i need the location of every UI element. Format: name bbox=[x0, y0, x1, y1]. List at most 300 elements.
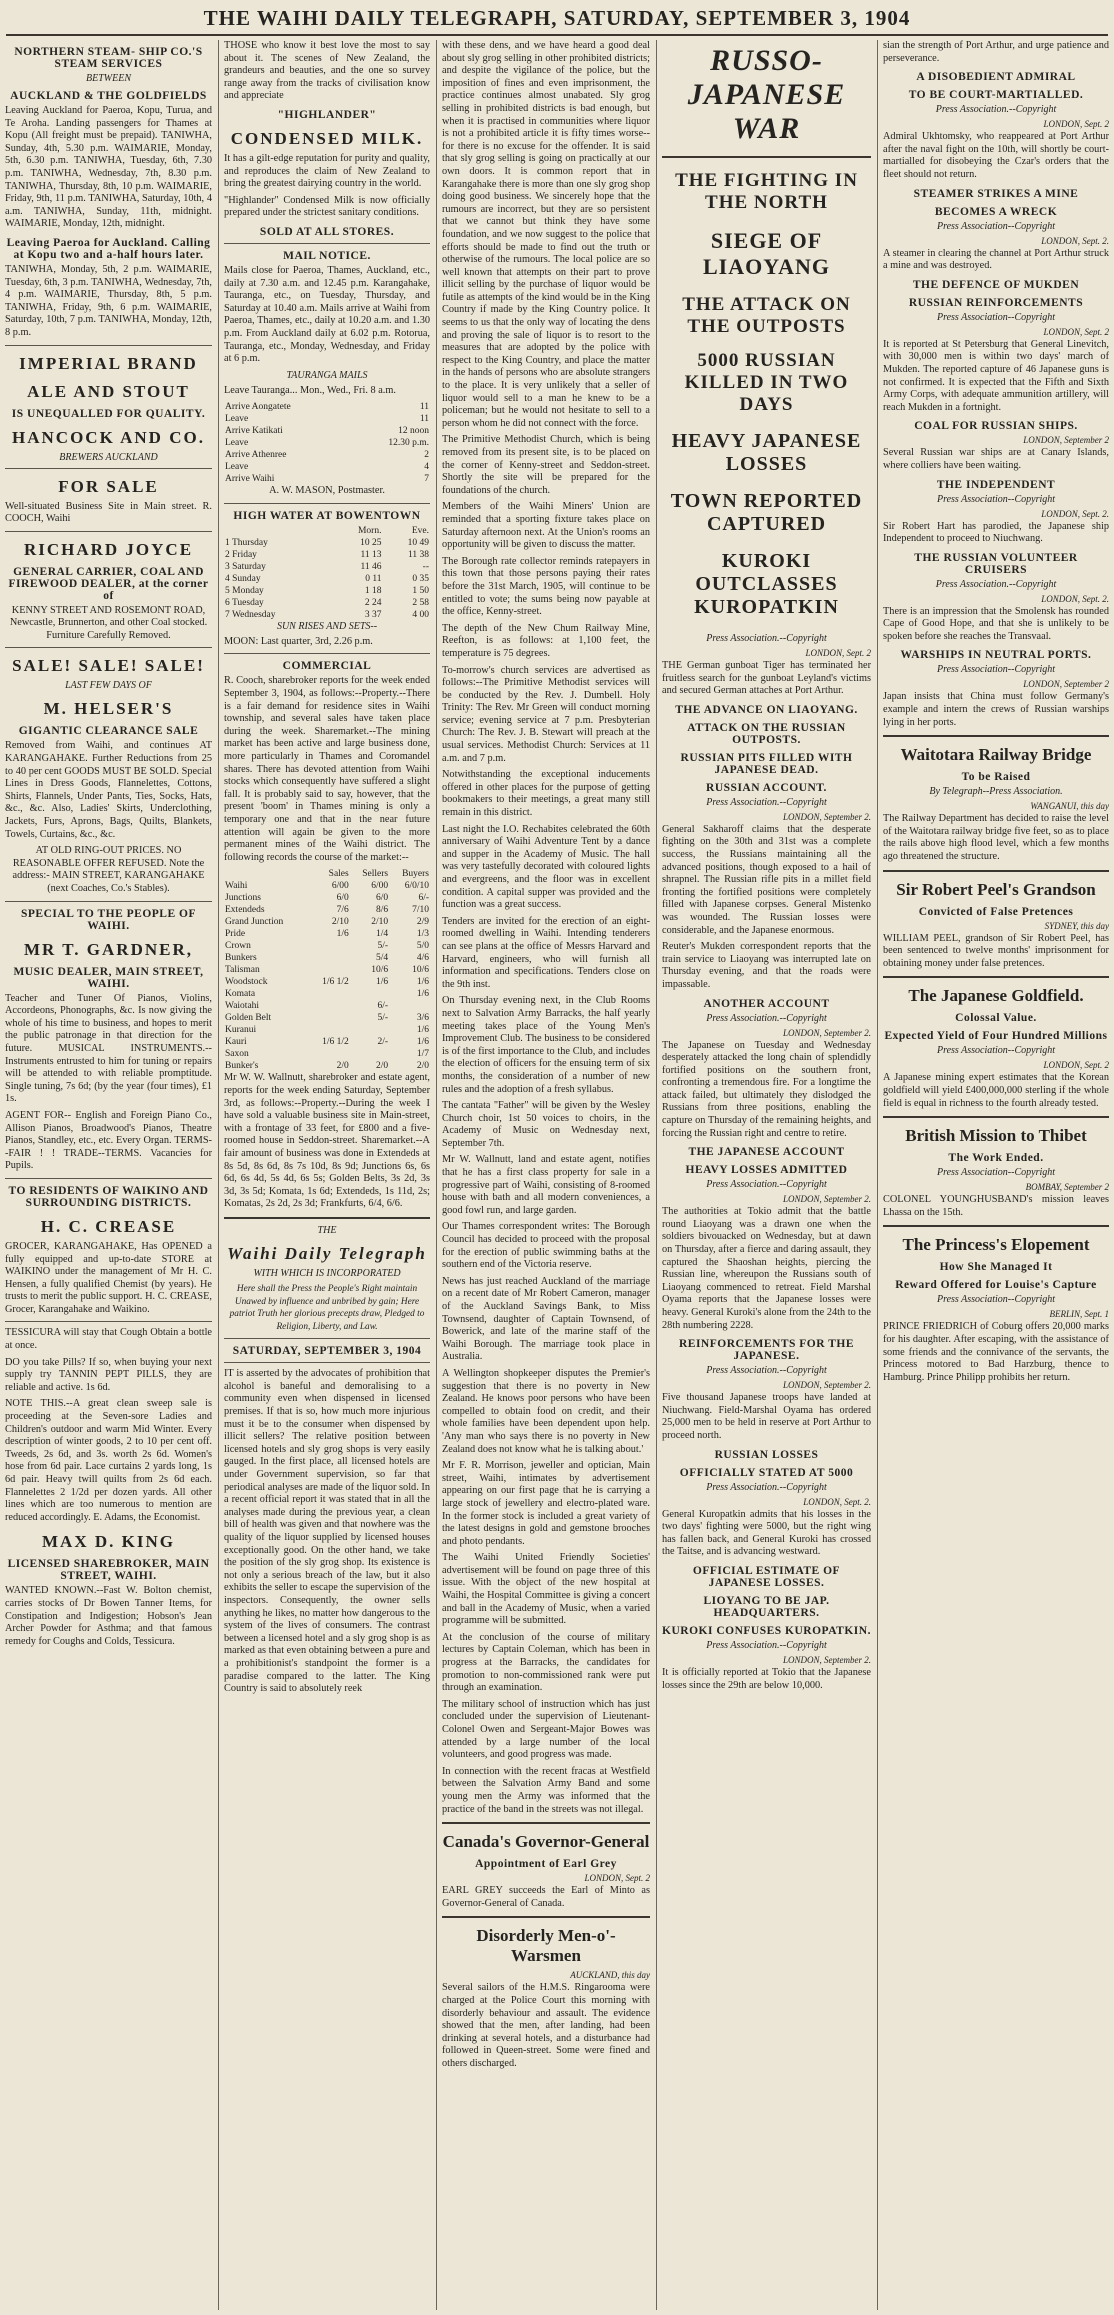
table-cell bbox=[309, 964, 350, 976]
account-text: General Sakharoff claims that the desperate fighting on the 30th and 31st was a complete success, the Russians maintaining all the advanced positions, though exposed to a hail of shrapnel. The Russian rifle pits in a millet field fronting the fortified positions were completely filled with Japanese corpses. General Mistenko was wounded. The Russian losses were considerable, and the Japanese enormous. bbox=[662, 823, 871, 936]
reinforce-text: Five thousand Japanese troops have landed at Niuchwang. Field-Marshal Oyama has ordered 25,000 men to be held in reserve at Port Arthur to proceed north. bbox=[662, 1392, 871, 1441]
table-cell: 2/- bbox=[377, 1037, 389, 1048]
railway-heading: Waitotara Railway Bridge bbox=[900, 745, 1092, 765]
table-cell: 7/6 bbox=[336, 905, 349, 916]
gardner-text: Teacher and Tuner Of Pianos, Violins, Accordeons, Phonographs, &c. Is now giving the whole of his time to business, and hopes to merit the public patronage in that direction for the future. MUSICAL INSTRUMENTS.--Instruments entrusted to him for tuning or repairs will be attended to with reliable promptitude. Single tuning, 7s 6d; (by the year (four times), £1 1s. bbox=[5, 992, 212, 1105]
table-cell: Extendeds bbox=[225, 905, 265, 916]
paper-motto: Here shall the Press the People's Right maintain Unawed by influence and unbribed by gain; Here patriot Truth her glorious precepts draw, Pledged to Religion, Liberty, and Law. bbox=[229, 1283, 425, 1332]
gold-sub: Colossal Value. bbox=[955, 1012, 1037, 1025]
table-row: Arrive Athenree 2 bbox=[225, 450, 429, 461]
press-assoc: Press Association.--Copyright bbox=[706, 796, 827, 808]
tenders-text: Tenders are invited for the erection of an eight-roomed dwelling in Waihi. Intending tenderers can see plans at the office of Messrs Harvard and Harvard, engineers, who will furnish all information and specifications. Tenders close on the 9th inst. bbox=[442, 915, 650, 990]
princess-text: PRINCE FRIEDRICH of Coburg offers 20,000 marks for his daughter. After escaping, with the assistance of some friends and the connivance of the servants, the Princess motored to Bad Harzburg, thence to Hamburg. Prince Philipp prohibits her return. bbox=[883, 1321, 1109, 1383]
depth-text: The depth of the New Chum Railway Mine, Reefton, is as follows: at 1,100 feet, the temperature is 75 degrees. bbox=[442, 622, 650, 659]
governor-text: EARL GREY succeeds the Earl of Minto as Governor-General of Canada. bbox=[442, 1885, 650, 1909]
table-row bbox=[224, 916, 430, 928]
table-cell: 10/6 bbox=[371, 965, 389, 976]
table-cell: 2/9 bbox=[416, 917, 429, 928]
table-cell bbox=[224, 868, 309, 880]
reinforcements-heading: REINFORCEMENTS FOR THE JAPANESE. bbox=[678, 1338, 854, 1363]
table-cell: Crown bbox=[225, 941, 251, 952]
table-cell: 6/0 bbox=[336, 893, 349, 904]
warships-heading: WARSHIPS IN NEUTRAL PORTS. bbox=[900, 649, 1092, 662]
table-cell: 6/0/10 bbox=[404, 881, 429, 892]
table-cell: Bunkers bbox=[225, 953, 257, 964]
princess-sub2: Reward Offered for Louise's Capture bbox=[895, 1279, 1097, 1292]
another-heading: ANOTHER ACCOUNT bbox=[703, 997, 830, 1010]
table-cell: 5/0 bbox=[416, 941, 429, 952]
russian-account-heading: RUSSIAN ACCOUNT. bbox=[706, 781, 827, 794]
helser-foot: AT OLD RING-OUT PRICES. NO REASONABLE OFFER REFUSED. Note the address:- MAIN STREET, KARANGAHAKE (next Coaches, Co.'s Stables). bbox=[12, 845, 205, 894]
table-cell bbox=[389, 1000, 430, 1012]
water-heading: HIGH WATER AT BOWENTOWN bbox=[233, 509, 421, 522]
divider bbox=[224, 1362, 430, 1363]
table-cell bbox=[309, 940, 350, 952]
column-3 bbox=[437, 40, 655, 2310]
gold-text: A Japanese mining expert estimates that the Korean goldfield will yield £400,000,000 sterling if the whole field is equal in richness to the fourth already tested. bbox=[883, 1072, 1109, 1109]
table-row bbox=[224, 928, 430, 940]
press-assoc: Press Association.--Copyright bbox=[706, 1012, 827, 1024]
table-cell bbox=[309, 1048, 350, 1060]
ale-text: IS UNEQUALLED FOR QUALITY. bbox=[11, 407, 206, 420]
hancock-sub: BREWERS AUCKLAND bbox=[59, 451, 158, 463]
masthead-title: THE WAIHI DAILY TELEGRAPH, SATURDAY, SEPTEMBER 3, 1904 bbox=[203, 6, 911, 30]
sale-sub: LAST FEW DAYS OF bbox=[65, 680, 152, 692]
tibet-sub: The Work Ended. bbox=[948, 1152, 1044, 1165]
divider bbox=[883, 1225, 1109, 1227]
table-cell: 8/6 bbox=[375, 905, 389, 916]
table-cell: 1/4 bbox=[375, 929, 389, 940]
crease-text: GROCER, KARANGAHAKE, Has OPENED a fully equipped and up-to-date STORE at WAIKINO under the management of Mr H. C. Hensen, a fully qualified Chemist (by years). He trusts to merit the public support. H. C. CREASE, Grocer, Karangahake and Waikino. bbox=[5, 1240, 212, 1315]
press-assoc: Press Association.--Copyright bbox=[706, 1179, 827, 1191]
mail-text: Mails close for Paeroa, Thames, Auckland, etc., daily at 7.30 a.m. and 12.45 p.m. Karangahake, Tauranga, etc., on Tuesday, Thursday, and Saturday at 10.40 a.m. Mails arrive at Waihi from Paeroa, Thames, etc., daily at 10.20 a.m. and 1.30 p.m. From Auckland daily at 6.02 p.m. Rotorua, Tauranga, etc., Monday, Wednesday, and Friday at 6 p.m. bbox=[224, 264, 430, 365]
railway-date: By Telegraph--Press Association. bbox=[929, 786, 1063, 798]
table-cell: 6/- bbox=[377, 1001, 389, 1012]
thames-text: Our Thames correspondent writes: The Borough Council has decided to proceed with the proposal for the erection of public swimming baths at the southern end of the Victoria reserve. bbox=[442, 1221, 650, 1271]
governor-date: LONDON, Sept. 2 bbox=[584, 1873, 650, 1884]
war-deck-killed: 5000 RUSSIAN KILLED IN TWO DAYS bbox=[684, 350, 849, 415]
war-deck-captured: TOWN REPORTED CAPTURED bbox=[670, 490, 863, 535]
divider bbox=[224, 243, 430, 244]
steamship-route: AUCKLAND & THE GOLDFIELDS bbox=[10, 90, 207, 102]
table-row: 3 Saturday 11 46 -- bbox=[225, 561, 429, 572]
war-deck-kuroki: KUROKI OUTCLASSES KUROPATKIN bbox=[694, 550, 839, 618]
morrison-text: Mr F. R. Morrison, jeweller and optician, Main street, Waihi, intimates by advertisement appearing on our first page that he is carrying a large stock of jewellery and electro-plated ware. In the former stock is included a great variety of the latest designs in gold and gemstone brooches and photo pendants. bbox=[442, 1460, 650, 1547]
table-cell: 3/6 bbox=[416, 1013, 429, 1024]
table-row: 7 Wednesday 3 37 4 00 bbox=[225, 609, 429, 620]
table-row bbox=[224, 1012, 430, 1024]
divider bbox=[883, 870, 1109, 872]
table-row bbox=[224, 976, 430, 988]
table-cell: Kuranui bbox=[225, 1025, 257, 1036]
condensed-heading: CONDENSED MILK. bbox=[230, 128, 424, 148]
press-assoc: Press Association--Copyright bbox=[936, 1294, 1056, 1306]
gunboat-text: THE German gunboat Tiger has terminated her fruitless search for the gunboat Leyland's victims and secured German attaches at Port Arthur. bbox=[662, 660, 871, 697]
table-cell: Waiotahi bbox=[225, 1001, 260, 1012]
table-row: 5 Monday 1 18 1 50 bbox=[225, 585, 429, 596]
date-line: SATURDAY, SEPTEMBER 3, 1904 bbox=[232, 1345, 422, 1358]
admiral-text: Admiral Ukhtomsky, who reappeared at Port Arthur after the naval fight on the 10th, will shortly be court-martialled for disobeying the Czar's orders that the fleet should not return. bbox=[883, 131, 1109, 180]
wreck-heading: BECOMES A WRECK bbox=[934, 205, 1058, 218]
table-row bbox=[224, 892, 430, 904]
steamship-schedule: Leaving Auckland for Paeroa, Kopu, Turua, and Te Aroha. Landing passengers for Thames at Kopu (All freight must be prepaid). TANIWHA, Sunday, 4th, 5.30 p.m. WAIMARIE, Monday, 5th, 6.30 p.m. TANIWHA, Tuesday, 6th, 7.30 p.m. TANIWHA, Wednesday, 7th, 8.30 p.m. TANIWHA, Thursday, 8th, 10 p.m. WAIMARIE, Friday, 9th, 11 p.m. TANIWHA, Saturday, 10th, 4 a.m. TANIWHA, Sunday, 11th, midnight. WAIMARIE, Monday, 12th, midnight. bbox=[5, 105, 212, 230]
table-cell: 1/6 bbox=[416, 977, 429, 988]
divider bbox=[224, 503, 430, 504]
officially-heading: OFFICIALLY STATED AT 5000 bbox=[679, 1466, 854, 1479]
kuroki-text: It is officially reported at Tokio that the Japanese losses since the 29th are below 10,000. bbox=[662, 1666, 871, 1691]
stores-text: SOLD AT ALL STORES. bbox=[259, 225, 395, 238]
divider bbox=[5, 901, 212, 902]
press-assoc: Press Association--Copyright bbox=[936, 311, 1056, 323]
table-cell bbox=[350, 988, 389, 1000]
table-row: Arrive Katikati 12 noon bbox=[225, 426, 429, 437]
wallnutt-text: Mr W. Wallnutt, land and estate agent, notifies that he has a first class property for sale in a progressive part of Waihi, consisting of 8-roomed house with bath and all modern conveniences, a good fowl run, and large garden. bbox=[442, 1154, 650, 1216]
gardner-heading: MR T. GARDNER, bbox=[23, 939, 194, 959]
divider bbox=[224, 1217, 430, 1219]
mine-heading: STEAMER STRIKES A MINE bbox=[913, 187, 1079, 200]
military-text: The military school of instruction which has just concluded under the supervision of Lieutenant-Colonel Owen and Sergeant-Major Bowes was attended by a large number of the local volunteers, and good progress was made. bbox=[442, 1698, 650, 1761]
miners-text: Members of the Waihi Miners' Union are reminded that a sporting fixture takes place on Saturday afternoon next. At the Union's rooms an opportunity will be given to discuss the matter. bbox=[442, 501, 650, 551]
press-assoc: Press Association.--Copyright bbox=[706, 1365, 827, 1377]
war-deck-siege: SIEGE OF LIAOYANG bbox=[703, 228, 830, 279]
table-cell: 6/0 bbox=[375, 893, 389, 904]
imperial-heading: IMPERIAL BRAND bbox=[19, 353, 198, 373]
rechabites-text: Last night the I.O. Rechabites celebrated the 60th anniversary of Waihi Adventure Tent by a dance and supper in the Academy of Music. The hall was very tastefully decorated with coloured lights and evergreens, and the floor was in excellent condition. A capital supper was provided and the function was a great success. bbox=[442, 823, 650, 911]
table-row bbox=[224, 964, 430, 976]
table-cell: Waihi bbox=[225, 881, 248, 892]
divider bbox=[5, 468, 212, 469]
table-cell bbox=[309, 1024, 350, 1036]
ale-heading: ALE AND STOUT bbox=[27, 381, 190, 401]
heavy-date: LONDON, September 2. bbox=[783, 1194, 871, 1205]
reinforce-date: LONDON, Sept. 2 bbox=[1043, 326, 1109, 337]
table-cell: 6/00 bbox=[371, 881, 389, 892]
table-cell bbox=[350, 1048, 389, 1060]
table-row bbox=[224, 940, 430, 952]
press-assoc: Press Association.--Copyright bbox=[706, 1481, 827, 1493]
losses-admitted-heading: HEAVY LOSSES ADMITTED bbox=[685, 1164, 848, 1177]
railway-sub: To be Raised bbox=[961, 771, 1031, 784]
table-cell: 10/6 bbox=[412, 965, 429, 976]
table-row: 6 Tuesday 2 24 2 58 bbox=[225, 597, 429, 608]
table-cell: 7/10 bbox=[412, 905, 429, 916]
tessicura-text: TESSICURA will stay that Cough Obtain a bottle at once. bbox=[5, 1327, 212, 1352]
divider bbox=[883, 976, 1109, 978]
table-cell bbox=[309, 988, 350, 1000]
editorial-text: IT is asserted by the advocates of prohibition that alcohol is baneful and demoralising to a community even when dispensed in licensed premises. If that is so, how much more injurious must it be to the consumer when dispensed by illicit sellers? The relative position between licensed hotels and sly grog shops is very easily gauged. In the first place, all licensed hotels are under Government supervision, so far that periodical analyses are made of the liquor sold. In a recent official report it was stated that in all the analyses made during the previous year, a clean bill of health was given and that nowhere was the quality of the liquor supplied by licensed houses exceptionally good. On the other hand, we take the position of the sly grog shop. Its existence is not only a serious breach of the law, but it also exhibits the seller to escape the supervision of the inspectors. Consequently, the owner sells anything he likes, no matter how dangerous to the system of the lives of consumers. The contrast between a licensed hotel and a sly grog shop is as marked as that even obtaining between a pure and a prohibitionist's standpoint the former is a paradise compared to the latter. The King Country is said to absolutely reek bbox=[224, 1368, 430, 1695]
special-heading: SPECIAL TO THE PEOPLE OF WAIHI. bbox=[21, 907, 196, 932]
table-cell: Buyers bbox=[402, 869, 429, 880]
table-cell: 1/6 bbox=[416, 989, 429, 1000]
press-assoc: Press Association--Copyright bbox=[936, 1167, 1056, 1179]
estimate-heading: OFFICIAL ESTIMATE OF JAPANESE LOSSES. bbox=[692, 1564, 841, 1589]
peel-heading: Sir Robert Peel's Grandson bbox=[896, 879, 1096, 899]
reinforce-date: LONDON, September 2. bbox=[783, 1380, 871, 1391]
paper-sub: WITH WHICH IS INCORPORATED bbox=[253, 1267, 401, 1279]
highlander-text: "Highlander" Condensed Milk is now officially prepared under the strictest sanitary conditions. bbox=[224, 194, 430, 219]
table-row bbox=[224, 1024, 430, 1036]
milk-intro: THOSE who know it best love the most to say about it. The scenes of New Zealand, the grandeurs and beauties, and the one so survey range away from the tracks of civilisation know and appreciate bbox=[224, 40, 430, 102]
reinforce-heading: RUSSIAN REINFORCEMENTS bbox=[908, 296, 1084, 309]
account-date: LONDON, September 2. bbox=[783, 811, 871, 822]
table-cell: Golden Belt bbox=[225, 1013, 272, 1024]
wreck-text: A steamer in clearing the channel at Port Arthur struck a mine and was destroyed. bbox=[883, 247, 1109, 272]
table-cell: 1/6 1/2 bbox=[322, 977, 349, 988]
advance-heading: THE ADVANCE ON LIAOYANG. bbox=[675, 703, 858, 716]
table-cell: 1/6 1/2 bbox=[322, 1037, 349, 1048]
table-cell: 6/- bbox=[418, 893, 429, 904]
divider bbox=[5, 1321, 212, 1322]
table-cell: 2/10 bbox=[331, 917, 349, 928]
gardner-sub: MUSIC DEALER, MAIN STREET, WAIHI. bbox=[13, 965, 204, 990]
divider bbox=[442, 1916, 650, 1918]
table-cell: Komata bbox=[225, 989, 256, 1000]
crease-heading: H. C. CREASE bbox=[40, 1216, 177, 1236]
princess-sub: How She Managed It bbox=[939, 1261, 1053, 1274]
officially-text: General Kuropatkin admits that his losses in the two days' fighting were 5000, but the right wing has fallen back, and General Kuroki has crossed the Taitse, and is advancing westward. bbox=[662, 1508, 871, 1558]
heavy-text: The authorities at Tokio admit that the battle round Liaoyang was a drawn one when the soldiers bivouacked on Wednesday, but at dawn on Thursday, after a fierce and daring assault, they captured the Shaoshan heights, piercing the Russian line, whereupon the Russians south of Liaoyang commenced to retreat. Field Marshal Oyama reports that the Japanese losses were heavy. General Kuroki's alone from the 24th to the 28th numbering 2228. bbox=[662, 1206, 871, 1331]
joyce-sub: GENERAL CARRIER, COAL AND FIREWOOD DEALER, at the corner of bbox=[8, 565, 209, 602]
admiral-date: LONDON, Sept. 2 bbox=[1043, 119, 1109, 130]
masthead-rule bbox=[6, 34, 1108, 36]
helser-heading: M. HELSER'S bbox=[43, 699, 174, 719]
lectures-text: At the conclusion of the course of military lectures by Captain Coleman, which has been in progress at the Barracks, the candidates for promotion to non-commissioned rank were put through an examination. bbox=[442, 1631, 650, 1694]
gold-sub2: Expected Yield of Four Hundred Millions bbox=[884, 1030, 1108, 1043]
table-cell: Pride bbox=[225, 929, 246, 940]
war-deck-attack: THE ATTACK ON THE OUTPOSTS bbox=[682, 294, 851, 337]
press-assoc: Press Association--Copyright bbox=[936, 1045, 1056, 1057]
top-text: sian the strength of Port Arthur, and urge patience and perseverance. bbox=[883, 40, 1109, 64]
reuter-text: Reuter's Mukden correspondent reports that the train service to Liaoyang was interrupted late on Thursday evening, and that the roads were impassable. bbox=[662, 941, 871, 990]
steamship-heading: NORTHERN STEAM- SHIP CO.'S STEAM SERVICES bbox=[14, 46, 203, 70]
war-deck-losses: HEAVY JAPANESE LOSSES bbox=[671, 430, 862, 475]
table-cell: Sellers bbox=[362, 869, 389, 880]
fracas-text: In connection with the recent fracas at Westfield between the Salvation Army Band and some young men the Army was informed that the practice of the band in the streets was not illegal. bbox=[442, 1765, 650, 1815]
independent-heading: THE INDEPENDENT bbox=[936, 478, 1056, 491]
table-cell: 1/6 bbox=[375, 977, 389, 988]
coal-text: Several Russian war ships are at Canary Islands, where colliers have been waiting. bbox=[883, 447, 1109, 471]
governor-heading: Canada's Governor-General bbox=[442, 1832, 650, 1852]
note-text: NOTE THIS.--A great clean sweep sale is proceeding at the Seven-sore Ladies and Children's outdoor and warm Mid Winter. Every description of winter goods, 2 to 10 per cent off. Tweeds, 2s 6d, and 3s. worth 2s 6d. Women's hose from 6d pair. Lace curtains 2 yards long, 1s 6d pair. Heavy twill quilts from 2s 6d each. Flannelettes 2 1/2d per dozen yards. All other lines which are too numerous to mention are reduced accordingly. E. Adams, the Economist. bbox=[5, 1398, 212, 1523]
table-row: 4 Sunday 0 11 0 35 bbox=[225, 573, 429, 584]
steamship-between: BETWEEN bbox=[86, 73, 131, 84]
divider bbox=[5, 345, 212, 346]
commercial-heading: COMMERCIAL bbox=[282, 660, 372, 673]
column-2 bbox=[219, 40, 435, 2310]
helser-sub: GIGANTIC CLEARANCE SALE bbox=[18, 725, 199, 738]
church-text: To-morrow's church services are advertised as follows:--The Primitive Methodist services will be conducted by the Rev. J. Dumbell. Holy Trinity: The Rev. Mr Green will conduct morning service; evening service at 7 p.m. Presbyterian Church: The Rev. J. B. Stewart will preach at the usual services. Methodist Church: Services at 11 a.m. and 7 p.m. bbox=[442, 664, 650, 764]
warships-date: LONDON, September 2 bbox=[1023, 679, 1109, 690]
marriage-text: News has just reached Auckland of the marriage on a recent date of Mr Robert Cameron, manager of the Auckland Savings Bank, to Miss Townsend, daughter of Captain Townsend, of Bowerick, and late of the marine staff of the Waihi Borough. The marriage took place in Australia. bbox=[442, 1275, 650, 1363]
steamship-leaving-heading: Leaving Paeroa for Auckland. Calling at Kopu two and a-half hours later. bbox=[6, 236, 211, 261]
table-cell: 5/4 bbox=[375, 953, 389, 964]
london-date: LONDON, Sept. 2 bbox=[805, 648, 871, 658]
press-assoc: Press Association--Copyright bbox=[936, 220, 1056, 232]
cantata-text: The cantata "Father" will be given by the Wesley Church choir, 1st 50 voices to choirs, in the Academy of Music on Wednesday next, September 7th. bbox=[442, 1100, 650, 1149]
table-cell: 4/6 bbox=[416, 953, 429, 964]
table-row: Leave 11 bbox=[225, 414, 429, 425]
king-sub: LICENSED SHAREBROKER, MAIN STREET, WAIHI. bbox=[7, 1558, 210, 1583]
column-5 bbox=[878, 40, 1114, 2310]
table-header-row bbox=[224, 868, 430, 880]
press-assoc: Press Association.--Copyright bbox=[935, 104, 1057, 116]
officially-date: LONDON, Sept. 2. bbox=[803, 1496, 871, 1507]
for-sale-heading: FOR SALE bbox=[58, 476, 159, 496]
table-cell: 2/10 bbox=[371, 917, 389, 928]
another-text: The Japanese on Tuesday and Wednesday desperately attacked the long chain of splendidly fortified positions on the southern front, confronting a tremendous fire. For a longtime the attack failed, but ultimately they dislodged the Russians from three positions, enabling the capture on Thursday of the remaining heights, and forcing the Russian right and centre to retire. bbox=[662, 1039, 871, 1139]
table-row: Arrive Aongatete 11 bbox=[225, 402, 429, 413]
king-heading: MAX D. KING bbox=[42, 1532, 175, 1552]
club-text: On Thursday evening next, in the Club Rooms next to Salvation Army Barracks, the half yearly meeting takes place of the Young Men's Improvement Club. The business to be considered is of the first importance to the Club, and includes the election of officers for the ensuing term of six months, the consideration of a number of new rules and the adoption of a fresh syllabus. bbox=[442, 995, 650, 1095]
peel-sub: Convicted of False Pretences bbox=[918, 905, 1074, 918]
table-cell bbox=[309, 1000, 350, 1012]
divider bbox=[5, 647, 212, 648]
column-1 bbox=[0, 40, 217, 2310]
admiral-sub: TO BE COURT-MARTIALLED. bbox=[908, 89, 1084, 102]
wanted-text: WANTED KNOWN.--Fast W. Bolton chemist, carries stocks of Dr Bowen Tanner Items, for Constipation and Indigestion; Hobson's Jean Archer Powder for Asthma; and that famous remedy for Coughs and Colds, Tessicura. bbox=[5, 1585, 212, 1647]
liaoyang-headquarters-heading: LIOYANG TO BE JAP. HEADQUARTERS. bbox=[703, 1594, 830, 1619]
table-cell: Bunker's bbox=[225, 1061, 259, 1072]
table-row bbox=[224, 1060, 430, 1072]
table-row bbox=[224, 952, 430, 964]
table-cell: Grand Junction bbox=[225, 917, 284, 928]
press-assoc: Press Association--Copyright bbox=[936, 664, 1056, 676]
divider bbox=[5, 1178, 212, 1179]
table-row: Leave 4 bbox=[225, 462, 429, 473]
table-row: Leave 12.30 p.m. bbox=[225, 438, 429, 449]
independent-text: Sir Robert Hart has parodied, the Japanese ship Independent to proceed to Niuchwang. bbox=[883, 520, 1109, 545]
table-cell: Sales bbox=[328, 869, 349, 880]
mail-heading: MAIL NOTICE. bbox=[283, 249, 371, 262]
coal-date: LONDON, September 2 bbox=[1023, 435, 1109, 446]
table-row: 1 Thursday 10 25 10 49 bbox=[225, 537, 429, 548]
hancock-heading: HANCOCK AND CO. bbox=[12, 427, 205, 447]
press-assoc: Press Association.--Copyright bbox=[706, 633, 827, 644]
peel-text: WILLIAM PEEL, grandson of Sir Robert Peel, has been sentenced to twelve months' imprisonment for obtaining money under false pretences. bbox=[883, 932, 1109, 969]
press-assoc: Press Association.--Copyright bbox=[706, 1639, 827, 1651]
waikino-heading: TO RESIDENTS OF WAIKINO AND SURROUNDING DISTRICTS. bbox=[8, 1184, 209, 1209]
postmaster: A. W. MASON, Postmaster. bbox=[269, 485, 385, 497]
table-cell: 1/7 bbox=[416, 1049, 429, 1060]
table-row bbox=[224, 1048, 430, 1060]
table-row bbox=[224, 880, 430, 892]
pills-text: DO you take Pills? If so, when buying your next supply try TANNIN PEPT PILLS, they are reliable and active. 1s 6d. bbox=[5, 1356, 212, 1393]
outposts-heading: ATTACK ON THE RUSSIAN OUTPOSTS. bbox=[687, 721, 846, 746]
table-cell: 2/0 bbox=[416, 1061, 429, 1072]
kuroki-date: LONDON, September 2. bbox=[783, 1654, 871, 1665]
licensing-text: Notwithstanding the exceptional inducements offered in other places for the purpose of getting bookmakers to their meetings, a great many still remain in this district. bbox=[442, 769, 650, 819]
governor-sub: Appointment of Earl Grey bbox=[475, 1858, 617, 1871]
table-row: Arrive Waihi 7 bbox=[225, 474, 429, 485]
table-row bbox=[224, 904, 430, 916]
table-cell bbox=[350, 1024, 389, 1036]
helser-text: Removed from Waihi, and continues AT KARANGAHAKE. Further Reductions from 25 to 40 per cent GOODS MUST BE SOLD. Special Lines in Dress Goods, Flannelettes, Cottons, Shirts, Flannels, Under Pants, Ties, Socks, Hats, &c., &c. Also, Ladies' Skirts, Underclothing, Jackets, Furs, Aprons, Bags, Quilts, Blankets, Towels, Curtains, &c., &c. bbox=[5, 740, 212, 840]
societies-text: The Waihi United Friendly Societies' advertisement will be found on page three of this issue. With the object of the new hospital at Waihi, the Hospital Committee is giving a concert and ball in the Academy of Music, when a varied programme will be submitted. bbox=[442, 1552, 650, 1627]
table-cell: 1/6 bbox=[416, 1025, 429, 1036]
column-4 bbox=[657, 40, 876, 2310]
divider bbox=[883, 735, 1109, 737]
market-table bbox=[224, 868, 430, 1072]
joyce-text: KENNY STREET AND ROSEMONT ROAD, Newcastle, Brunnerton, and other Coal stocked. Furniture Carefully Removed. bbox=[9, 604, 208, 641]
wellington-text: A Wellington shopkeeper disputes the Premier's suggestion that there is no poverty in New Zealand. He knows poor persons who have been compelled to obtain food on credit, and their whole families have been dependent upon help. 'Any man who says there is no poverty in New Zealand does not know what he is talking about.' bbox=[442, 1367, 650, 1455]
tauranga-table-heading: Leave Tauranga... Mon., Wed., Fri. 8 a.m. bbox=[224, 384, 396, 396]
table-cell: Kauri bbox=[225, 1037, 247, 1048]
editorial-continued: with these dens, and we have heard a good deal about sly grog selling in other prohibited districts; and despite the vigilance of the police, but the imposition of fines and even imprisonment, the practice continues almost unabated. Sly grog selling in prohibited districts is bad enough, but when it is practised in communities where liquor is not a prohibited article it is fifty times worse--for there is no excuse for the offender. It is said that sly grog selling is going on practically at our own doors. It is common report that in Karangahake there is more than one sly grog shop doing good business. We sincerely hope that the rumours are incorrect, but they are so persistent that we cannot but think they have some foundation, and we now suggest to the police that efforts should be made to find out the truth or otherwise of the rumours. The local police are so well known that attempts on their part to prove illicit selling by the purchase of liquor would be futile as attempts of the kind would be in the King Country if made by the King Country police. It seems to us that the only way of locating the dens and proving the sale of liquor is to resort to the measures that are adopted by the police with respect to the King Country, and place the matter in the hands of persons who are absolute strangers to the place. It is very unlikely that a seller of liquor would sell to a man he knew to be a policeman; but he would not hesitate to sell to a person whom he did not connect with the force. bbox=[442, 40, 650, 429]
gardner-agent: AGENT FOR-- English and Foreign Piano Co., Allison Pianos, Broadwood's Pianos, Theatre Pianos, Standley, etc., etc. Every Organ. TERMS--FAIR ! ! TRADE--TERMS. Vacancies for Pupils. bbox=[5, 1109, 212, 1172]
mukden-heading: THE DEFENCE OF MUKDEN bbox=[912, 278, 1080, 291]
wallnutt-report: Mr W. W. Wallnutt, sharebroker and estate agent, reports for the week ending Saturday, September 3rd, as follows:--Property.--During the week I have sold a valuable business site in Main-street, with a frontage of 33 feet, for £800 and a five-roomed house in Seddon-street. Sharemarket.--A fair amount of business was done in Extendeds at 8s 5d, 8s 6d, 8s 7s 10d, 8s 9d; Junctions 6s, 6s 6d, 6s 4d, 5s 4d, 6s 5s; Golden Belts, 3s 2d, 3s 3d, 3s 5d; Komata, 1s 6d; Extendeds, 1s 11d, 2s; Komatas, 2s 2d, 2s 3d; Frankfurts, 6/4, 6/6. bbox=[224, 1072, 430, 1210]
table-cell bbox=[309, 952, 350, 964]
table-cell: 5/- bbox=[377, 1013, 389, 1024]
highlander-heading: "HIGHLANDER" bbox=[277, 108, 377, 121]
admiral-heading: A DISOBEDIENT ADMIRAL bbox=[916, 71, 1076, 84]
commercial-text: R. Cooch, sharebroker reports for the week ended September 3, 1904, as follows:--Property.--There is a fair demand for residence sites in Waihi township, and several sales have taken place during the week. Sharemarket.--The mining market has been active and large business done, more particularly in Thames and Coromandel shares. There has devoted attention from Waihi stocks which consequently have suffered a slight fall. It is probably said to say, however, that the present 'boom' in Thames mining is only a temporary one and that in the near future attention will again be given to the more permanent mines of the Waihi district. The following records the course of the market:-- bbox=[224, 675, 430, 863]
table-cell: 2/0 bbox=[375, 1061, 389, 1072]
russian-losses-heading: RUSSIAN LOSSES bbox=[714, 1448, 819, 1461]
paper-name: Waihi Daily Telegraph bbox=[227, 1243, 427, 1263]
table-cell: 1/6 bbox=[336, 929, 349, 940]
tauranga-table bbox=[224, 401, 430, 485]
volunteer-text: There is an impression that the Smolensk has rounded Cape of Good Hope, and that she is unlikely to be spoken before she reaches the Transvaal. bbox=[883, 605, 1109, 642]
table-cell: 1/3 bbox=[416, 929, 429, 940]
moon-text: MOON: Last quarter, 3rd, 2.26 p.m. bbox=[224, 635, 373, 647]
independent-date: LONDON, Sept. 2. bbox=[1041, 508, 1109, 519]
japanese-account-heading: THE JAPANESE ACCOUNT bbox=[688, 1146, 845, 1159]
warships-text: Japan insists that China must follow Germany's example and intern the crews of Russian warships lying in her ports. bbox=[883, 691, 1109, 728]
princess-heading: The Princess's Elopement bbox=[902, 1235, 1090, 1255]
sun-heading: SUN RISES AND SETS-- bbox=[276, 620, 378, 632]
another-date: LONDON, September 2. bbox=[783, 1027, 871, 1038]
masthead bbox=[0, 0, 1114, 40]
borough-text: The Borough rate collector reminds ratepayers in this town that those persons paying their rates before the 31st March, 1905, will continue to be entitled to vote; the sums being now payable at the office, Kenny-street. bbox=[442, 555, 650, 618]
disorderly-text: Several sailors of the H.M.S. Ringarooma were charged at the Police Court this morning with disorderly behaviour and assault. The evidence showed that the men, after landing, had been drinking at several hotels, and a disturbance had followed in Queen-street. Some were fined and others discharged. bbox=[442, 1982, 650, 2069]
tibet-text: COLONEL YOUNGHUSBAND's mission leaves Lhassa on the 15th. bbox=[883, 1194, 1109, 1218]
divider bbox=[662, 156, 871, 158]
gold-heading: The Japanese Goldfield. bbox=[908, 986, 1084, 1006]
pits-heading: RUSSIAN PITS FILLED WITH JAPANESE DEAD. bbox=[680, 751, 853, 776]
divider bbox=[5, 531, 212, 532]
table-row bbox=[224, 1000, 430, 1012]
volunteer-date: LONDON, Sept. 2. bbox=[1041, 593, 1109, 604]
methodist-text: The Primitive Methodist Church, which is being removed from its present site, is to be placed on the corner of Kenny-street and Seddon-street. Shortly the site will be prepared for the foundations of the church. bbox=[442, 434, 650, 496]
table-row bbox=[224, 988, 430, 1000]
wreck-date: LONDON, Sept. 2. bbox=[1041, 235, 1109, 246]
press-assoc: Press Association.--Copyright bbox=[935, 578, 1057, 590]
table-row: 2 Friday 11 13 11 38 bbox=[225, 549, 429, 560]
war-deck-fighting: THE FIGHTING IN THE NORTH bbox=[675, 170, 858, 213]
divider bbox=[442, 1822, 650, 1824]
peel-place: SYDNEY, this day bbox=[1044, 920, 1109, 931]
paper-the: THE bbox=[317, 1224, 337, 1236]
tibet-heading: British Mission to Thibet bbox=[905, 1126, 1087, 1146]
steamship-leaving: TANIWHA, Monday, 5th, 2 p.m. WAIMARIE, Tuesday, 6th, 3 p.m. TANIWHA, Wednesday, 7th, 4 p.m. WAIMARIE, Thursday, 8th, 5 p.m. TANIWHA, Friday, 9th, 6 p.m. WAIMARIE, Saturday, 10th, 7 p.m. TANIWHA, Monday, 12th, 8 p.m. bbox=[5, 263, 212, 338]
divider bbox=[883, 1116, 1109, 1118]
table-cell bbox=[309, 1012, 350, 1024]
table-cell: Talisman bbox=[225, 965, 260, 976]
water-table bbox=[224, 525, 430, 621]
table-cell: Junctions bbox=[225, 893, 261, 904]
war-headline: RUSSO-JAPANESE WAR bbox=[687, 44, 846, 145]
coal-heading: COAL FOR RUSSIAN SHIPS. bbox=[914, 420, 1078, 433]
sale-heading: SALE! SALE! SALE! bbox=[12, 656, 205, 676]
table-cell: Saxon bbox=[225, 1049, 249, 1060]
table-cell: 1/6 bbox=[416, 1037, 429, 1048]
reinforce-text: It is reported at St Petersburg that General Linevitch, with 30,000 men is within two days' march of Mukden. The reported capture of 46 Japanese guns is not confirmed. It is expected that the Fifth and Sixth Army Corps, with adequate ammunition artillery, will reach Mukden in a fortnight. bbox=[883, 338, 1109, 413]
kuroki-heading: KUROKI CONFUSES KUROPATKIN. bbox=[662, 1624, 871, 1637]
divider bbox=[224, 1338, 430, 1339]
press-assoc: Press Association--Copyright bbox=[936, 493, 1056, 505]
table-cell: Woodstock bbox=[225, 977, 268, 988]
